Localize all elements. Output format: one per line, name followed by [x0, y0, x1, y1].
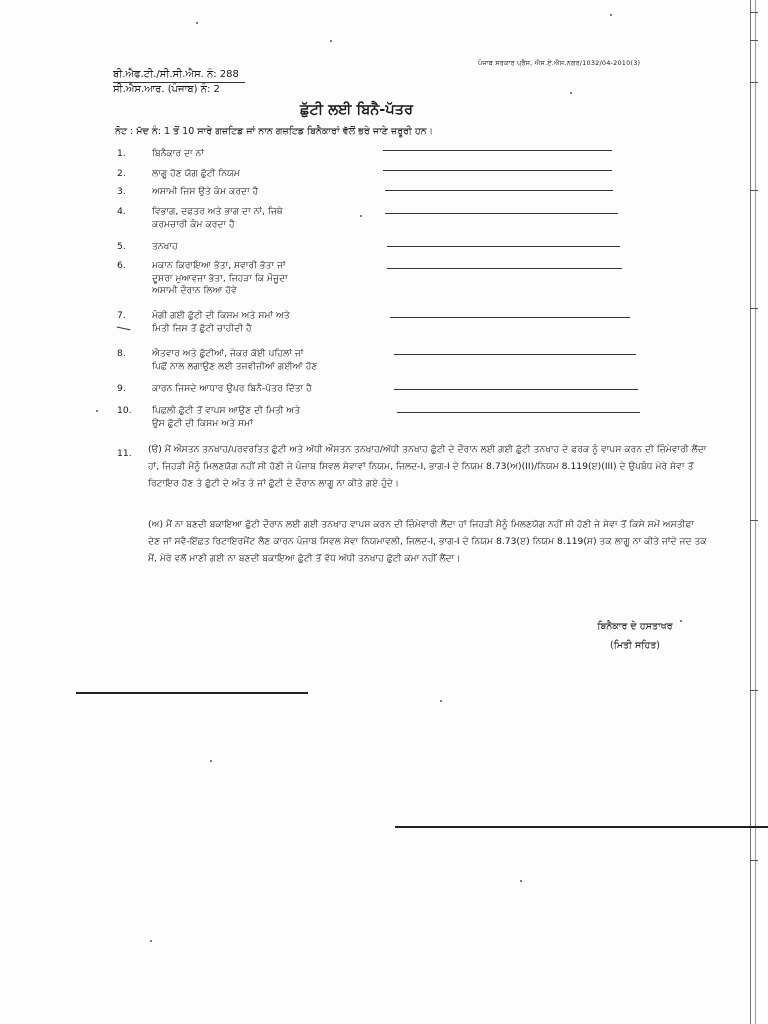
item-label-line: ਅਸਾਮੀ ਜਿਸ ਉਤੇ ਕੰਮ ਕਰਦਾ ਹੈ — [152, 186, 259, 197]
signature-label: ਬਿਨੈਕਾਰ ਦੇ ਹਸਤਾਖਰ — [597, 621, 673, 632]
print-reference: ਪੰਜਾਬ ਸਰਕਾਰ ਪ੍ਰੈਸ, ਐਸ.ਏ.ਐਸ.ਨਗਰ/1032/04-2010(3) — [478, 59, 641, 67]
answer-blank-line[interactable] — [385, 213, 618, 214]
item-number: 5. — [117, 241, 126, 252]
item-number: 4. — [117, 206, 126, 217]
item-label-line: ਵਿਭਾਗ, ਦਫਤਰ ਅਤੇ ਭਾਗ ਦਾ ਨਾਂ, ਜਿਥੇ — [152, 206, 283, 217]
item-label-line: ਮਕਾਨ ਕਿਰਾਇਆ ਭੱਤਾ, ਸਵਾਰੀ ਭੱਤਾ ਜਾਂ — [152, 260, 286, 271]
item-label-line: ਲਾਗੂ ਹੋਣ ਯੋਗ ਛੁੱਟੀ ਨਿਯਮ — [152, 168, 240, 179]
declaration-b: (ਅ) ਮੈਂ ਨਾ ਬਣਦੀ ਬਕਾਇਆ ਛੁੱਟੀ ਦੌਰਾਨ ਲਈ ਗਈ ਤਨਖਾਹ ਵਾਪਸ ਕਰਨ ਦੀ ਜ਼ਿੰਮੇਵਾਰੀ ਲੈਂਦਾ ਹਾਂ ਜਿਹੜੀ ਮੈਨੂੰ ਮਿਲਣਯੋਗ ਨਹੀਂ ਸੀ ਹੋਣੀ ਜੇ ਸੇਵਾ ਤੋਂ ਕਿਸੇ ਸਮੇਂ ਅਸਤੀਫਾ ਦੇਣ ਜਾਂ ਸਵੈ-ਇੱਛਤ ਰਿਟਾਇਰਮੈਂਟ ਲੈਣ ਕਾਰਨ ਪੰਜਾਬ ਸਿਵਲ ਸੇਵਾ ਨਿਯਮਾਵਲੀ, ਜਿਲਦ-I, ਭਾਗ-I ਦੇ ਨਿਯਮ 8.73(ੲ) ਨਿਯਮ 8.119(ਸ) ਤਕ ਲਾਗੂ ਨਾ ਕੀਤੇ ਜਾਂਦੇ ਜਦ ਤਕ ਮੈਂ, ਮੇਰੇ ਵਲੋਂ ਮਾਣੀ ਗਈ ਨਾ ਬਣਦੀ ਬਕਾਇਆ ਛੁੱਟੀ ਤੋਂ ਵੱਧ ਅੱਧੀ ਤਨਖਾਹ ਛੁੱਟੀ ਕਮਾ ਨਹੀਂ ਲੈਂਦਾ। — [148, 519, 707, 564]
item-label-line: ਕਰਮਚਾਰੀ ਕੰਮ ਕਰਦਾ ਹੈ — [152, 218, 235, 230]
answer-blank-line[interactable] — [383, 170, 612, 171]
answer-blank-line[interactable] — [385, 190, 613, 191]
item-label — [152, 168, 240, 181]
answer-blank-line[interactable] — [383, 150, 612, 151]
item-11-number: 11. — [117, 448, 132, 459]
item-label-line: ਕਾਰਨ ਜਿਸਦੇ ਆਧਾਰ ਉਪਰ ਬਿਨੈ-ਪੱਤਰ ਦਿੱਤਾ ਹੈ — [152, 383, 312, 394]
item-number: 10. — [117, 405, 132, 416]
scan-edge — [746, 0, 768, 1024]
item-label-line: ਬਿਨੈਕਾਰ ਦਾ ਨਾਂ — [152, 148, 204, 159]
answer-blank-line[interactable] — [387, 246, 620, 247]
item-number: 6. — [117, 260, 126, 271]
divider-left — [76, 692, 308, 694]
item-number: 7. — [117, 310, 126, 321]
item-label-line: ਉਸ ਛੁੱਟੀ ਦੀ ਕਿਸਮ ਅਤੇ ਸਮਾਂ — [152, 417, 253, 429]
item-number: 9. — [117, 383, 126, 394]
form-reference-2: ਸੀ.ਐਸ.ਆਰ. (ਪੰਜਾਬ) ਨੰ: 2 — [113, 84, 220, 95]
item-label-line: ਤਨਖਾਹ — [152, 241, 178, 252]
answer-blank-line[interactable] — [397, 412, 640, 413]
form-note: ਨੋਟ : ਮੱਦ ਨੰ: 1 ਤੋਂ 10 ਸਾਰੇ ਗਜ਼ਟਿਡ ਜਾਂ ਨਾਨ ਗਜ਼ਟਿਡ ਬਿਨੈਕਾਰਾਂ ਵੱਲੋਂ ਭਰੇ ਜਾਣੇ ਜ਼ਰੂਰੀ ਹਨ। — [115, 126, 434, 137]
item-label — [152, 310, 290, 335]
item-label-line: ਐਤਵਾਰ ਅਤੇ ਛੁੱਟੀਆਂ, ਜੇਕਰ ਕੋਈ ਪਹਿਲਾਂ ਜਾਂ — [152, 348, 304, 359]
signature-date: (ਮਿਤੀ ਸਹਿਤ) — [610, 640, 660, 651]
item-number: 8. — [117, 348, 126, 359]
item-label — [152, 148, 204, 161]
answer-blank-line[interactable] — [394, 354, 636, 355]
item-label — [152, 260, 288, 298]
answer-blank-line[interactable] — [394, 389, 638, 390]
answer-blank-line[interactable] — [390, 317, 630, 318]
item-label — [152, 348, 317, 373]
answer-blank-line[interactable] — [387, 268, 622, 269]
item-label — [152, 383, 312, 396]
item-number: 3. — [117, 186, 126, 197]
signature-block — [570, 617, 700, 655]
form-reference-block — [113, 68, 245, 97]
item-label-line: ਪਿਛਲੀ ਛੁੱਟੀ ਤੋਂ ਵਾਪਸ ਆਉਣ ਦੀ ਮਿਤੀ ਅਤੇ — [152, 405, 301, 416]
item-label-line: ਪਿਛੋਂ ਨਾਲ ਲਗਾਉਣ ਲਈ ਤਜਵੀਜ਼ੀਆਂ ਗਈਆਂ ਹੋਣ — [152, 360, 318, 372]
divider-right — [395, 826, 768, 828]
item-number: 2. — [117, 168, 126, 179]
declaration-a: (ੳ) ਮੈਂ ਔਸਤਨ ਤਨਖਾਹ/ਪਰਵਰਤਿਤ ਛੁੱਟੀ ਅਤੇ ਅੱਧੀ ਔਸਤਨ ਤਨਖਾਹ/ਅੱਧੀ ਤਨਖਾਹ ਛੁੱਟੀ ਦੇ ਦੌਰਾਨ ਲਈ ਗਈ ਛੁੱਟੀ ਤਨਖਾਹ ਦੇ ਫਰਕ ਨੂੰ ਵਾਪਸ ਕਰਨ ਦੀ ਜ਼ਿੰਮੇਵਾਰੀ ਲੈਂਦਾ ਹਾਂ, ਜਿਹੜੀ ਮੈਨੂੰ ਮਿਲਣਯੋਗ ਨਹੀਂ ਸੀ ਹੋਣੀ ਜੇ ਪੰਜਾਬ ਸਿਵਲ ਸੇਵਾਵਾਂ ਨਿਯਮ, ਜਿਲਦ-I, ਭਾਗ-I ਦੇ ਨਿਯਮ 8.73(ਅ)(II)/ਨਿਯਮ 8.119(ੲ)(III) ਦੇ ਉਪਬੰਧ ਮੇਰੇ ਸੇਵਾ ਤੋਂ ਰਿਟਾਇਰ ਹੋਣ ਤੇ ਛੁੱਟੀ ਦੇ ਅੰਤ ਤੇ ਜਾਂ ਛੁੱਟੀ ਦੇ ਦੌਰਾਨ ਲਾਗੂ ਨਾ ਕੀਤੇ ਗਏ ਹੁੰਦੇ। — [148, 444, 707, 489]
item-label-line: ਮਿਤੀ ਜਿਸ ਤੋਂ ਛੁੱਟੀ ਚਾਹੀਦੀ ਹੈ — [152, 322, 252, 334]
item-label — [152, 186, 258, 199]
item-label — [152, 241, 178, 254]
pen-mark — [117, 323, 132, 331]
form-reference-1: ਬੀ.ਐਫ.ਟੀ./ਸੀ.ਸੀ.ਐਸ. ਨੰ: 288 — [113, 68, 245, 83]
item-label-line: ਦੂਸਰਾ ਮੁਆਵਜ਼ਾ ਭੱਤਾ, ਜਿਹੜਾ ਕਿ ਮੌਜੂਦਾ — [152, 272, 288, 284]
item-label-line: ਅਸਾਮੀ ਦੌਰਾਨ ਲਿਆ ਹੋਵੇ — [152, 285, 237, 296]
form-title: ਛੁੱਟੀ ਲਈ ਬਿਨੈ-ਪੱਤਰ — [300, 102, 413, 118]
item-label-line: ਮੰਗੀ ਗਈ ਛੁੱਟੀ ਦੀ ਕਿਸਮ ਅਤੇ ਸਮਾਂ ਅਤੇ — [152, 310, 290, 321]
item-label — [152, 206, 283, 231]
item-number: 1. — [117, 148, 126, 159]
item-label — [152, 405, 300, 430]
